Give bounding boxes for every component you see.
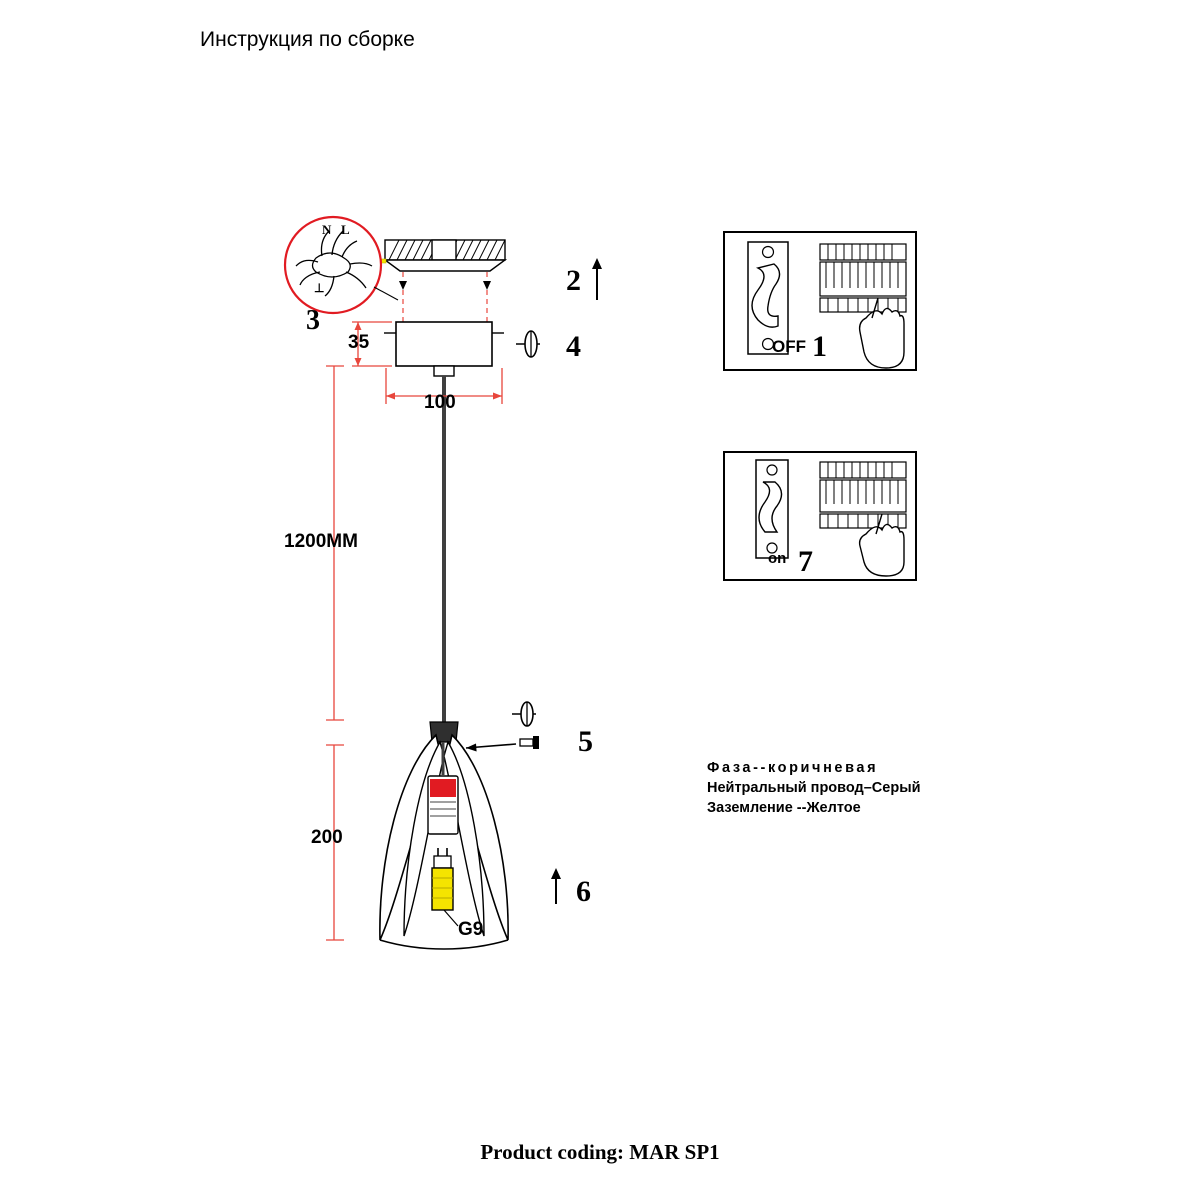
dimension-200: 200 xyxy=(311,827,343,848)
step-4-label: 4 xyxy=(566,330,581,363)
step-6-arrow xyxy=(551,868,561,904)
driver-box-group xyxy=(384,272,504,376)
step-2-arrow xyxy=(592,258,602,300)
svg-text:L: L xyxy=(341,222,350,237)
wire-color-legend xyxy=(707,758,921,818)
legend-line-neutral: Нейтральный провод–Серый xyxy=(707,780,921,796)
switch-panel-on xyxy=(724,452,916,580)
dimension-35: 35 xyxy=(348,332,370,353)
legend-line-phase: Фаза--коричневая xyxy=(707,760,879,776)
step-3-label: 3 xyxy=(306,305,320,336)
ceiling-plate-group xyxy=(372,240,505,271)
switch-on-label: on xyxy=(768,550,787,567)
page-title: Инструкция по сборке xyxy=(200,28,415,51)
product-coding: Product coding: MAR SP1 xyxy=(480,1140,720,1164)
step-5-screw xyxy=(466,702,539,752)
dimension-100: 100 xyxy=(424,392,456,413)
step-5-label: 5 xyxy=(578,725,593,758)
g9-bulb xyxy=(432,848,458,926)
step-4-screw xyxy=(516,331,540,357)
wire-detail-bubble xyxy=(285,217,398,313)
svg-text:N: N xyxy=(322,222,332,237)
svg-text:⊥: ⊥ xyxy=(314,281,325,295)
dimension-1200mm: 1200MM xyxy=(284,531,358,552)
legend-line-ground: Заземление --Желтое xyxy=(707,800,861,816)
step-6-label: 6 xyxy=(576,875,591,908)
step-1-label: 1 xyxy=(812,330,827,363)
switch-off-label: OFF xyxy=(772,337,806,356)
step-7-label: 7 xyxy=(798,545,813,578)
step-2-label: 2 xyxy=(566,264,581,297)
g9-label: G9 xyxy=(458,919,484,940)
